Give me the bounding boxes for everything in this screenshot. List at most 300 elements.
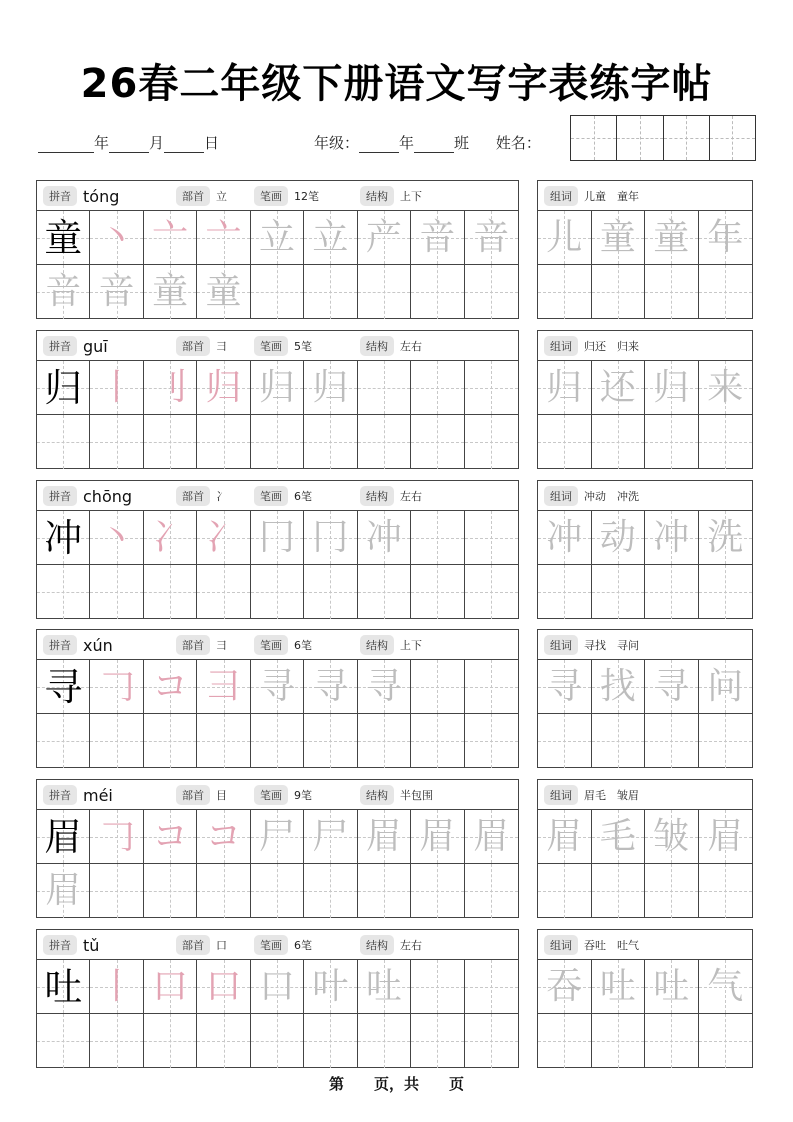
word-trace-character: 寻: [653, 665, 690, 707]
month-blank[interactable]: [109, 139, 149, 153]
writing-cell[interactable]: [304, 565, 357, 619]
word-header: [538, 630, 752, 660]
writing-cell[interactable]: [37, 211, 90, 265]
writing-cell[interactable]: [411, 415, 464, 469]
writing-cell[interactable]: [37, 864, 90, 918]
writing-cell[interactable]: [90, 211, 143, 265]
word-cell[interactable]: [699, 511, 753, 565]
stroke-order-step: 尸: [258, 815, 295, 857]
writing-cell[interactable]: [37, 361, 90, 415]
writing-cell[interactable]: [358, 1014, 411, 1068]
name-input-grid[interactable]: [570, 115, 756, 161]
writing-cell[interactable]: [411, 565, 464, 619]
model-character: 眉: [44, 814, 83, 859]
word-cell[interactable]: [645, 1014, 699, 1068]
word-header: [538, 331, 752, 361]
word-trace-character: 吞: [546, 965, 583, 1007]
writing-cell[interactable]: [465, 511, 518, 565]
writing-cell[interactable]: [251, 565, 304, 619]
words-value: 寻找 寻问: [584, 638, 639, 652]
word-cell[interactable]: [592, 565, 646, 619]
character-info-header: [37, 181, 518, 211]
writing-cell[interactable]: [144, 565, 197, 619]
radical-value: 彐: [216, 639, 227, 652]
word-cell[interactable]: [645, 211, 699, 265]
character-block: [36, 779, 519, 918]
word-block: [537, 629, 753, 768]
strokes-tag: 笔画: [254, 486, 288, 506]
grade-year-label: 年: [399, 134, 415, 152]
writing-cell[interactable]: [465, 565, 518, 619]
writing-cell[interactable]: [358, 565, 411, 619]
writing-cell[interactable]: [411, 864, 464, 918]
word-trace-character: 问: [707, 665, 744, 707]
words-value: 眉毛 皱眉: [584, 788, 639, 802]
writing-cell[interactable]: [358, 361, 411, 415]
stroke-order-step: コ: [152, 815, 189, 857]
writing-cell[interactable]: [37, 660, 90, 714]
writing-cell[interactable]: [90, 714, 143, 768]
word-block: [537, 929, 753, 1068]
day-blank[interactable]: [164, 139, 204, 153]
stroke-order-step: 丶: [98, 216, 135, 258]
word-trace-character: 冲: [653, 516, 690, 558]
writing-grid: [37, 511, 518, 619]
stroke-order-step: 童: [205, 271, 242, 312]
writing-cell[interactable]: [90, 415, 143, 469]
writing-cell[interactable]: [251, 211, 304, 265]
character-info-header: [37, 630, 518, 660]
word-trace-character: 皱: [653, 815, 690, 857]
day-label: 日: [204, 134, 220, 152]
character-block: [36, 480, 519, 619]
stroke-order-step: 归: [312, 366, 349, 408]
writing-cell[interactable]: [144, 511, 197, 565]
word-trace-character: 寻: [546, 665, 583, 707]
grade-year-blank[interactable]: [359, 139, 399, 153]
word-cell[interactable]: [699, 714, 753, 768]
words-tag: 组词: [544, 486, 578, 506]
writing-cell[interactable]: [304, 415, 357, 469]
stroke-order-step: 归: [258, 366, 295, 408]
stroke-order-step: 丨: [98, 366, 135, 408]
word-cell[interactable]: [538, 660, 592, 714]
writing-cell[interactable]: [465, 211, 518, 265]
pinyin-value: tóng: [83, 186, 120, 206]
writing-cell[interactable]: [358, 415, 411, 469]
word-cell[interactable]: [645, 511, 699, 565]
writing-cell[interactable]: [304, 810, 357, 864]
word-cell[interactable]: [645, 864, 699, 918]
stroke-order-step: 𠃌: [98, 665, 135, 707]
writing-cell[interactable]: [304, 265, 357, 319]
writing-cell[interactable]: [144, 1014, 197, 1068]
writing-cell[interactable]: [465, 361, 518, 415]
writing-cell[interactable]: [197, 415, 250, 469]
radical-tag: 部首: [176, 186, 210, 206]
writing-cell[interactable]: [251, 864, 304, 918]
word-cell[interactable]: [538, 361, 592, 415]
word-cell[interactable]: [699, 864, 753, 918]
page-footer: 第 页，共 页: [328, 1075, 464, 1093]
word-cell[interactable]: [592, 864, 646, 918]
strokes-value: 12笔: [294, 190, 319, 203]
writing-cell[interactable]: [465, 1014, 518, 1068]
writing-cell[interactable]: [37, 565, 90, 619]
writing-cell[interactable]: [144, 211, 197, 265]
model-character: 寻: [44, 664, 83, 709]
word-cell[interactable]: [538, 265, 592, 319]
stroke-order-step: 童: [152, 271, 189, 312]
pinyin-value: guī: [83, 336, 108, 356]
character-block: [36, 180, 519, 319]
word-cell[interactable]: [538, 714, 592, 768]
word-trace-character: 归: [546, 366, 583, 408]
word-cell[interactable]: [592, 960, 646, 1014]
writing-cell[interactable]: [304, 714, 357, 768]
writing-cell[interactable]: [358, 511, 411, 565]
writing-cell[interactable]: [304, 1014, 357, 1068]
writing-cell[interactable]: [411, 511, 464, 565]
stroke-order-step: 冂: [312, 516, 349, 558]
word-trace-character: 气: [707, 965, 744, 1007]
word-cell[interactable]: [699, 1014, 753, 1068]
writing-cell[interactable]: [465, 660, 518, 714]
writing-grid: [37, 211, 518, 319]
writing-cell[interactable]: [358, 660, 411, 714]
word-cell[interactable]: [592, 361, 646, 415]
word-cell[interactable]: [699, 960, 753, 1014]
pinyin-tag: 拼音: [43, 186, 77, 206]
stroke-order-step: 音: [98, 271, 135, 312]
character-info-header: [37, 331, 518, 361]
stroke-order-step: 亠: [205, 216, 242, 258]
structure-tag: 结构: [360, 186, 394, 206]
writing-cell[interactable]: [37, 415, 90, 469]
word-grid: [538, 960, 752, 1068]
character-info-header: [37, 930, 518, 960]
year-blank[interactable]: [38, 139, 94, 153]
pinyin-value: xún: [83, 635, 113, 655]
writing-cell[interactable]: [251, 714, 304, 768]
writing-cell[interactable]: [90, 361, 143, 415]
pinyin-value: chōng: [83, 486, 133, 506]
radical-tag: 部首: [176, 486, 210, 506]
stroke-order-step: 丨: [98, 965, 135, 1007]
word-cell[interactable]: [699, 361, 753, 415]
grade-line: [314, 132, 541, 153]
stroke-order-step: 刂: [152, 366, 189, 408]
writing-cell[interactable]: [90, 265, 143, 319]
year-label: 年: [94, 134, 110, 152]
writing-cell[interactable]: [304, 511, 357, 565]
strokes-tag: 笔画: [254, 186, 288, 206]
pinyin-value: tǔ: [83, 935, 100, 955]
word-cell[interactable]: [592, 810, 646, 864]
radical-tag: 部首: [176, 336, 210, 356]
word-trace-character: 吐: [599, 965, 636, 1007]
word-block: [537, 330, 753, 469]
writing-cell[interactable]: [411, 714, 464, 768]
writing-cell[interactable]: [465, 714, 518, 768]
word-cell[interactable]: [699, 565, 753, 619]
month-label: 月: [149, 134, 165, 152]
name-box[interactable]: [617, 116, 663, 160]
writing-cell[interactable]: [37, 810, 90, 864]
stroke-order-step: 冂: [258, 516, 295, 558]
writing-grid: [37, 361, 518, 469]
word-trace-character: 童: [653, 216, 690, 258]
radical-value: 彐: [216, 340, 227, 353]
writing-cell[interactable]: [304, 211, 357, 265]
writing-cell[interactable]: [411, 960, 464, 1014]
stroke-order-step: 口: [258, 965, 295, 1007]
strokes-tag: 笔画: [254, 785, 288, 805]
writing-cell[interactable]: [411, 211, 464, 265]
name-box[interactable]: [664, 116, 710, 160]
writing-cell[interactable]: [37, 714, 90, 768]
word-cell[interactable]: [592, 511, 646, 565]
word-cell[interactable]: [538, 565, 592, 619]
writing-cell[interactable]: [358, 810, 411, 864]
writing-cell[interactable]: [197, 960, 250, 1014]
radical-value: 目: [216, 789, 227, 802]
writing-cell[interactable]: [90, 810, 143, 864]
writing-cell[interactable]: [197, 1014, 250, 1068]
word-cell[interactable]: [645, 415, 699, 469]
writing-cell[interactable]: [465, 415, 518, 469]
writing-cell[interactable]: [411, 361, 464, 415]
word-cell[interactable]: [592, 660, 646, 714]
word-cell[interactable]: [699, 415, 753, 469]
writing-cell[interactable]: [197, 511, 250, 565]
stroke-order-step: 吐: [365, 965, 402, 1007]
writing-cell[interactable]: [37, 511, 90, 565]
word-trace-character: 动: [599, 516, 636, 558]
character-block: [36, 929, 519, 1068]
writing-cell[interactable]: [144, 415, 197, 469]
model-character: 童: [44, 215, 83, 260]
writing-cell[interactable]: [90, 511, 143, 565]
stroke-order-step: 彐: [205, 665, 242, 707]
word-trace-character: 眉: [546, 815, 583, 857]
word-trace-character: 毛: [599, 815, 636, 857]
word-block: [537, 480, 753, 619]
writing-cell[interactable]: [251, 660, 304, 714]
word-cell[interactable]: [699, 265, 753, 319]
radical-value: 口: [216, 939, 227, 952]
writing-cell[interactable]: [411, 660, 464, 714]
name-label: 姓名：: [495, 134, 541, 152]
character-info-header: [37, 481, 518, 511]
stroke-order-step: 叶: [312, 965, 349, 1007]
word-cell[interactable]: [538, 864, 592, 918]
word-cell[interactable]: [699, 211, 753, 265]
strokes-tag: 笔画: [254, 635, 288, 655]
writing-cell[interactable]: [197, 265, 250, 319]
writing-cell[interactable]: [144, 960, 197, 1014]
writing-cell[interactable]: [90, 660, 143, 714]
stroke-order-step: 立: [312, 216, 349, 258]
writing-cell[interactable]: [197, 211, 250, 265]
date-line: [38, 132, 219, 153]
word-cell[interactable]: [538, 1014, 592, 1068]
word-cell[interactable]: [592, 1014, 646, 1068]
pinyin-tag: 拼音: [43, 785, 77, 805]
writing-cell[interactable]: [144, 714, 197, 768]
writing-cell[interactable]: [197, 361, 250, 415]
word-cell[interactable]: [645, 660, 699, 714]
words-value: 吞吐 吐气: [584, 938, 639, 952]
strokes-value: 5笔: [294, 340, 312, 353]
word-trace-character: 归: [653, 366, 690, 408]
structure-value: 左右: [400, 939, 422, 952]
writing-cell[interactable]: [411, 1014, 464, 1068]
writing-cell[interactable]: [144, 810, 197, 864]
word-trace-character: 还: [599, 366, 636, 408]
stroke-order-step: 冲: [365, 516, 402, 558]
writing-cell[interactable]: [465, 864, 518, 918]
writing-cell[interactable]: [37, 960, 90, 1014]
structure-tag: 结构: [360, 486, 394, 506]
writing-cell[interactable]: [251, 361, 304, 415]
writing-cell[interactable]: [411, 810, 464, 864]
word-cell[interactable]: [538, 511, 592, 565]
stroke-order-step: 口: [205, 965, 242, 1007]
writing-cell[interactable]: [358, 265, 411, 319]
writing-cell[interactable]: [90, 960, 143, 1014]
page-title: 26春二年级下册语文写字表练字帖: [80, 61, 713, 107]
pinyin-tag: 拼音: [43, 486, 77, 506]
writing-cell[interactable]: [144, 864, 197, 918]
word-cell[interactable]: [645, 565, 699, 619]
word-cell[interactable]: [645, 810, 699, 864]
word-cell[interactable]: [592, 265, 646, 319]
writing-cell[interactable]: [251, 415, 304, 469]
stroke-order-step: 眉: [365, 815, 402, 857]
writing-cell[interactable]: [251, 265, 304, 319]
stroke-order-step: 音: [45, 271, 82, 312]
writing-cell[interactable]: [465, 960, 518, 1014]
stroke-order-step: 𠃌: [98, 815, 135, 857]
writing-cell[interactable]: [144, 361, 197, 415]
character-info-header: [37, 780, 518, 810]
writing-cell[interactable]: [411, 265, 464, 319]
writing-cell[interactable]: [197, 565, 250, 619]
structure-tag: 结构: [360, 336, 394, 356]
writing-cell[interactable]: [197, 660, 250, 714]
stroke-order-step: 寻: [312, 665, 349, 707]
writing-grid: [37, 810, 518, 918]
writing-cell[interactable]: [304, 660, 357, 714]
words-value: 归还 归来: [584, 339, 639, 353]
writing-cell[interactable]: [304, 864, 357, 918]
word-cell[interactable]: [538, 211, 592, 265]
strokes-value: 6笔: [294, 939, 312, 952]
writing-cell[interactable]: [90, 1014, 143, 1068]
word-trace-character: 洗: [707, 516, 744, 558]
structure-value: 上下: [400, 190, 422, 203]
class-blank[interactable]: [414, 139, 454, 153]
stroke-order-step: コ: [152, 665, 189, 707]
structure-value: 左右: [400, 340, 422, 353]
word-trace-character: 来: [707, 366, 744, 408]
writing-cell[interactable]: [465, 810, 518, 864]
radical-value: 立: [216, 190, 227, 203]
radical-value: 冫: [216, 490, 227, 503]
writing-cell[interactable]: [37, 265, 90, 319]
writing-cell[interactable]: [465, 265, 518, 319]
stroke-order-step: 寻: [365, 665, 402, 707]
writing-cell[interactable]: [251, 511, 304, 565]
word-cell[interactable]: [699, 660, 753, 714]
writing-cell[interactable]: [90, 565, 143, 619]
word-header: [538, 780, 752, 810]
writing-cell[interactable]: [37, 1014, 90, 1068]
word-cell[interactable]: [592, 415, 646, 469]
name-box[interactable]: [571, 116, 617, 160]
writing-grid: [37, 660, 518, 768]
writing-cell[interactable]: [304, 960, 357, 1014]
writing-cell[interactable]: [251, 810, 304, 864]
structure-tag: 结构: [360, 935, 394, 955]
writing-cell[interactable]: [358, 960, 411, 1014]
name-box[interactable]: [710, 116, 755, 160]
stroke-order-step: 音: [473, 216, 510, 258]
writing-cell[interactable]: [197, 810, 250, 864]
writing-cell[interactable]: [358, 864, 411, 918]
word-cell[interactable]: [538, 810, 592, 864]
writing-cell[interactable]: [144, 265, 197, 319]
writing-cell[interactable]: [197, 714, 250, 768]
word-block: [537, 779, 753, 918]
stroke-order-step: 亠: [152, 216, 189, 258]
word-cell[interactable]: [645, 361, 699, 415]
stroke-order-step: 尸: [312, 815, 349, 857]
strokes-value: 6笔: [294, 639, 312, 652]
writing-cell[interactable]: [251, 960, 304, 1014]
word-cell[interactable]: [645, 714, 699, 768]
word-grid: [538, 361, 752, 469]
writing-cell[interactable]: [358, 714, 411, 768]
word-cell[interactable]: [699, 810, 753, 864]
class-label: 班: [454, 134, 470, 152]
word-cell[interactable]: [538, 415, 592, 469]
words-value: 冲动 冲洗: [584, 489, 639, 503]
writing-cell[interactable]: [251, 1014, 304, 1068]
writing-cell[interactable]: [304, 361, 357, 415]
word-grid: [538, 810, 752, 918]
writing-cell[interactable]: [197, 864, 250, 918]
word-header: [538, 481, 752, 511]
writing-cell[interactable]: [90, 864, 143, 918]
writing-cell[interactable]: [144, 660, 197, 714]
word-trace-character: 冲: [546, 516, 583, 558]
word-trace-character: 童: [599, 216, 636, 258]
word-cell[interactable]: [645, 265, 699, 319]
word-cell[interactable]: [592, 211, 646, 265]
word-cell[interactable]: [538, 960, 592, 1014]
words-tag: 组词: [544, 785, 578, 805]
model-character: 冲: [44, 515, 83, 560]
grade-label: 年级：: [314, 134, 360, 152]
model-character: 吐: [44, 964, 83, 1009]
structure-value: 左右: [400, 490, 422, 503]
word-cell[interactable]: [592, 714, 646, 768]
word-trace-character: 年: [707, 216, 744, 258]
word-cell[interactable]: [645, 960, 699, 1014]
writing-cell[interactable]: [358, 211, 411, 265]
